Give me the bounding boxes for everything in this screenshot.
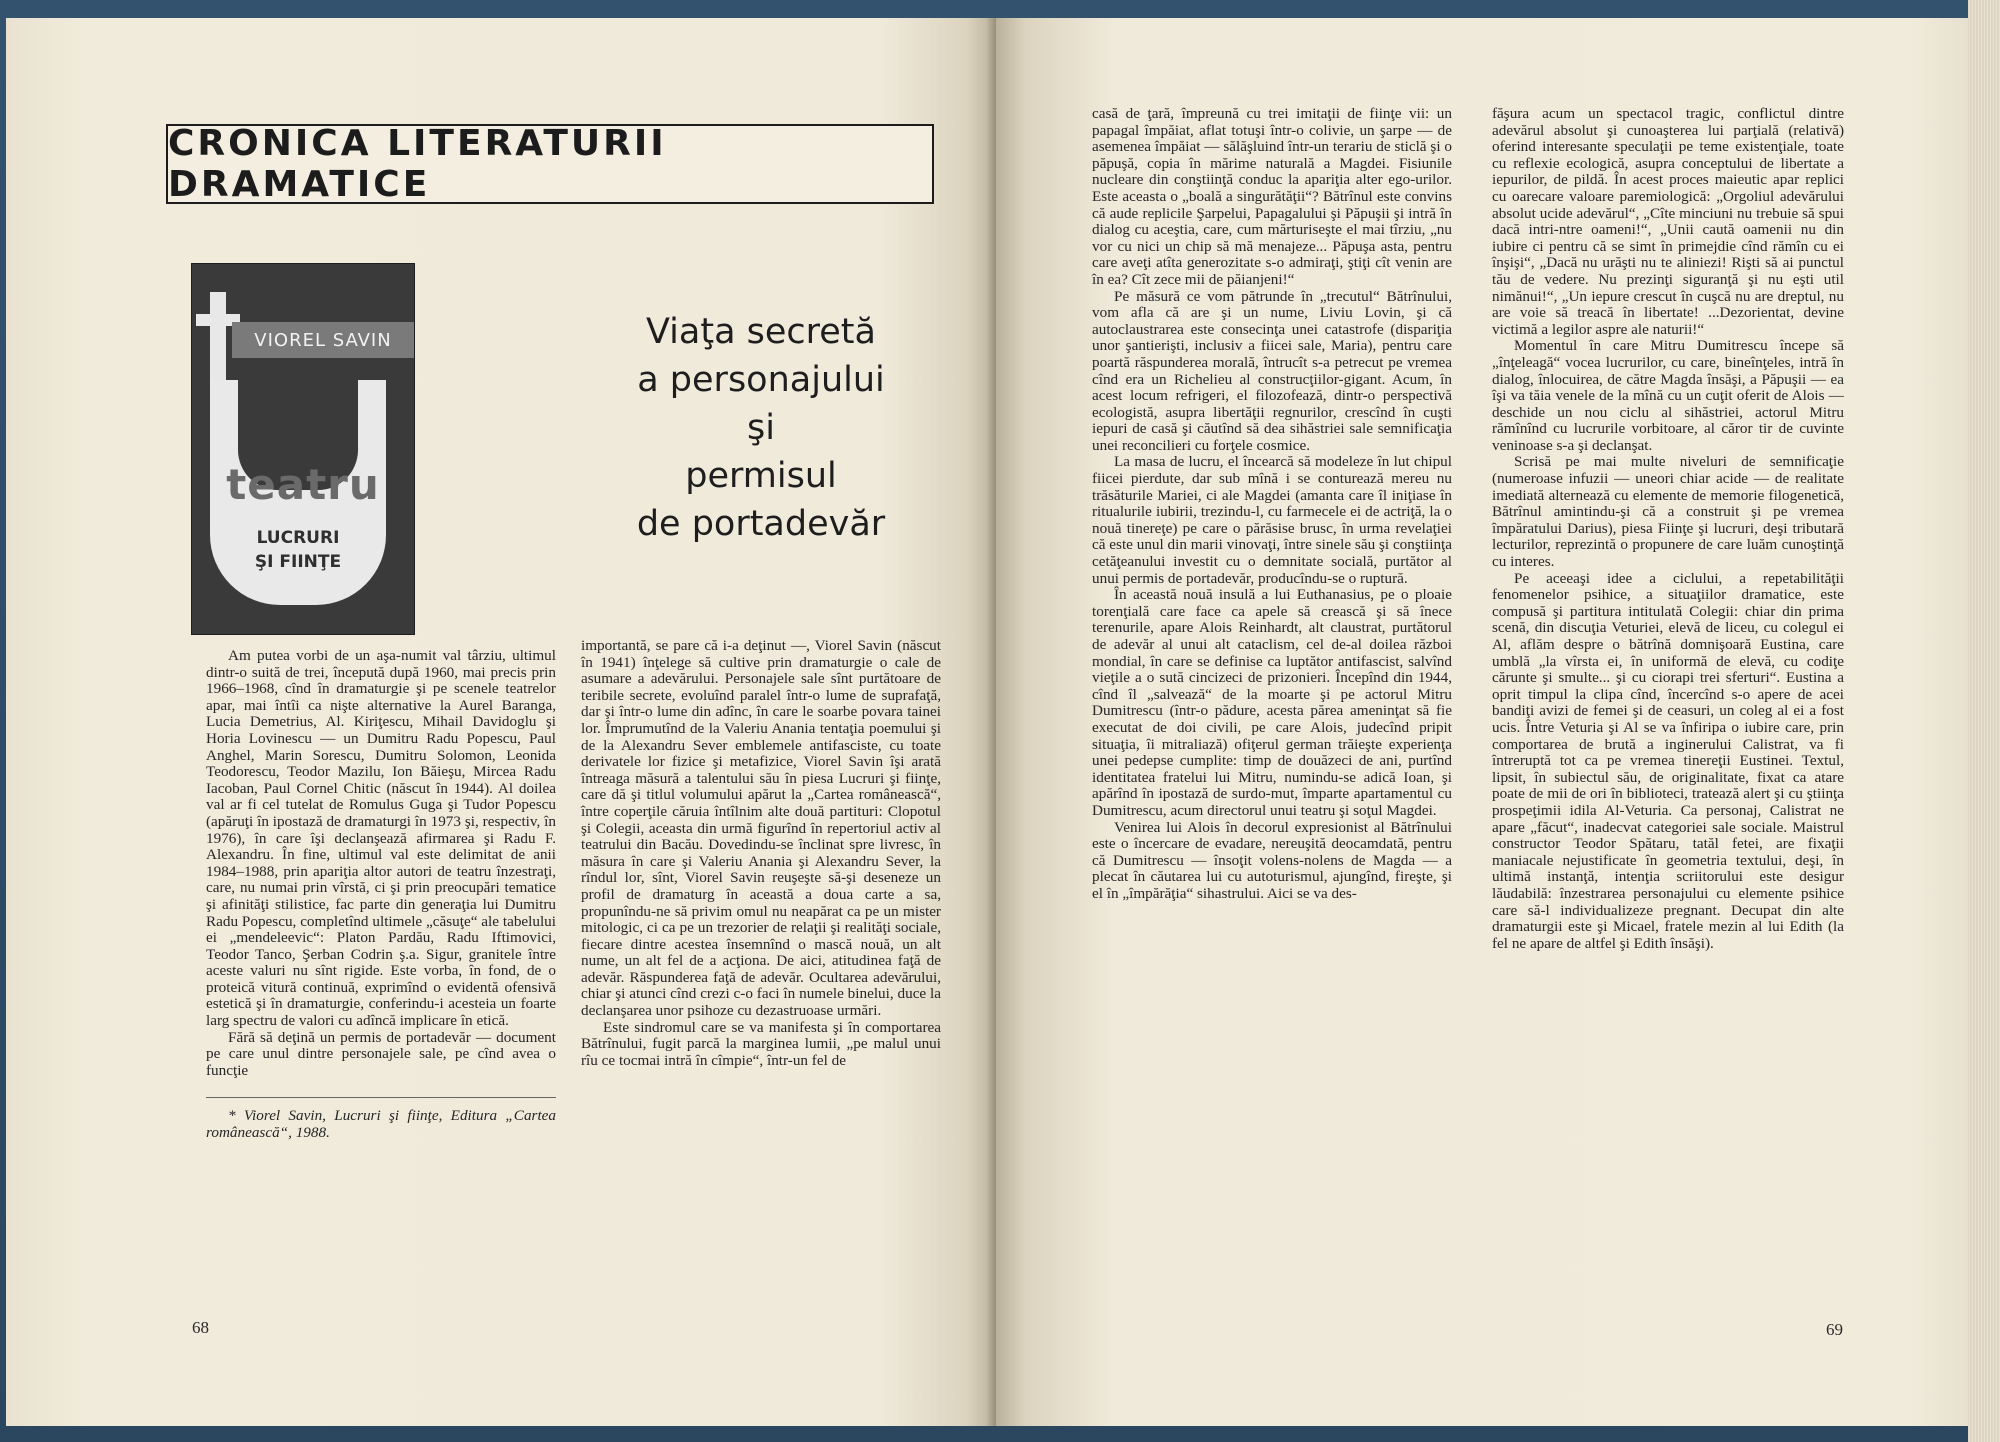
text-column-3 xyxy=(1092,106,1452,903)
paragraph: Pe măsură ce vom pătrunde în „trecutul“ Bătrînului, vom afla că are şi un nume, Liviu Lovin, şi că autoclaustrarea este consecinţa unei catastrofe (dispariţia unor şantierişti, inclusiv a fiicei sale, Maria), pentru care poartă răspunderea morală, întrucît s-a petrecut pe vremea cînd era un Richelieu al construcţiilor-gigant. Acum, în acest locum refrigeri, el filozofează, dintr-o perspectivă ecologistă, asupra libertăţii regnurilor, crescînd în cuşti iepuri de casă şi căutînd să dea sihăstriei sale semnificaţia unei reconcilieri cu forţele cosmice. xyxy=(1092,287,1452,454)
paragraph: Am putea vorbi de un aşa-numit val târziu, ultimul dintr-o suită de trei, începută după 1960, mai precis prin 1966–1968, cînd în dramaturgie şi pe scenele teatrelor apar, mai întîi ca nişte alternative la Aurel Baranga, Lucia Demetrius, Al. Kiriţescu, Mihail Davidoglu şi Horia Lovinescu — un Dumitru Radu Popescu, Paul Anghel, Marin Sorescu, Dumitru Solomon, Leonida Teodorescu, Teodor Mazilu, Ion Băieşu, Mircea Radu Iacoban, Paul Cornel Chitic (născut în 1944). Al doilea val ar fi cel tutelat de Romulus Guga şi Tudor Popescu (apăruţi în ipostază de dramaturgi în 1973 şi, respectiv, în 1976), în care îşi declanşează afirmarea şi Radu F. Alexandru. În fine, ultimul val este delimitat de anii 1984–1988, prin apariţia altor autori de teatru înzestraţi, care, nu numai prin vîrstă, ci şi prin preocupări tematice şi afinităţi stilistice, fac parte din generaţia lui Dumitru Radu Popescu, completînd ultimele „căsuţe“ ale tabelului ei „mendeleevic“: Platon Pardău, Radu Iftimovici, Teodor Tanco, Şerban Codrin ş.a. Sigur, granitele între aceste valuri nu sînt rigide. Este vorba, în fond, de o proteică vitură continuă, exprimînd o evidentă ofensivă estetică şi în dramaturgie, conferindu-i acesteia un foarte larg spectru de valori cu adîncă implicare în etică. xyxy=(206,647,556,1030)
article-headline xyxy=(606,308,916,548)
section-title: CRONICA LITERATURII DRAMATICE xyxy=(168,123,667,205)
text-column-1 xyxy=(206,648,556,1142)
paragraph: În această nouă insulă a lui Euthanasius, pe o ploaie torenţială care face ca apele să crească şi să înece terenurile, apare Alois Reinhardt, alt claustrat, purtătorul de adevăr al unui alt cataclism, cel de-al doilea război mondial, în care se definise ca luptător antifascist, salvînd vieţile a o sută cincizeci de prizonieri. Începînd din 1944, cînd îl „salvează“ de la moarte şi pe actorul Mitru Dumitrescu (într-o pădure, acesta părea ameninţat să fie executat de doi civili, pe care Alois, judecînd pripit situaţia, îi mitraliază) ofiţerul german trăieşte experienţa unei pedepse cumplite: timp de douăzeci de ani, purtînd identitatea fratelui lui Mitru, numindu-se adică Ioan, şi apărînd în ipostază de surdo-mut, împarte apartamentul cu Dumitrescu, acum directorul unui teatru şi soţul Magdei. xyxy=(1092,586,1452,819)
footnote: * Viorel Savin, Lucruri şi fiinţe, Editura „Cartea românească“, 1988. xyxy=(206,1097,556,1141)
paragraph: importantă, se pare că i-a deţinut —, Viorel Savin (născut în 1941) înţelege să cultive prin dramaturgie o cale de asumare a adevărului. Personajele sale sînt purtătoare de teribile secrete, evoluînd paralel într-o lume de suprafaţă, dar şi într-o lume din adînc, în care le soarbe povara tainei lor. Împrumutînd de la Valeriu Anania tentaţia poemului şi de la Alexandru Sever emblemele antifasciste, cu toate derivatele lor fizice şi metafizice, Viorel Savin îşi arată întreaga măsură a talentului său în piesa Lucruri şi fiinţe, care dă şi titlul volumului apărut la „Cartea românească“, între coperţile căruia întîlnim alte două partituri: Clopotul şi Colegii, aceasta din urmă figurînd în repertoriul activ al teatrului din Bacău. Dovedindu-se înclinat spre livresc, în măsura în care şi Valeriu Anania şi Alexandru Sever, la rîndul lor, sînt, Viorel Savin reuşeşte să-şi deseneze un profil de dramaturg în această a doua carte a sa, propunîndu-ne să privim omul nu neapărat ca pe un mister mitologic, ci ca pe un trezorier de relaţii şi realităţi sociale, fiecare dintre acestea însemnînd o mască nouă, un alt nume, un alt fel de a acţiona. De aici, atitudinea faţă de adevăr. Răspunderea faţă de adevăr. Ocultarea adevărului, chiar şi atunci cînd crezi c-o faci în numele binelui, duce la declanşarea unor psihoze cu dezastruoase urmări. xyxy=(581,637,941,1020)
paragraph: casă de ţară, împreună cu trei imitaţii de fiinţe vii: un papagal împăiat, aflat totuşi într-o colivie, un şarpe — de asemenea împăiat — sălăşluind într-un terariu de sticlă şi o păpuşă, copia în mărime naturală a Magdei. Fisiunile nucleare din conştiinţă conduc la apariţia alter ego-urilor. Este aceasta o „boală a singurătăţii“? Bătrînul este convins că aude replicile Şarpelui, Papagalului şi Păpuşii şi intră în dialog cu aceştia, care, cum mărturiseşte el mai tîrziu, „nu vor cu nici un chip să mă menajeze... Păpuşa asta, pentru care aveţi atîta generozitate s-o admiraţi, ştiţi cît venin are în ea? Cît zece mii de păianjeni!“ xyxy=(1092,105,1452,288)
cover-word-teatru: teatru xyxy=(226,460,380,509)
headline-line: de portadevăr xyxy=(636,504,886,544)
paragraph: făşura acum un spectacol tragic, conflictul dintre adevărul absolut şi cunoaşterea lui parţială (relativă) oferind interesante speculaţii pe teme existenţiale, toate cu reflexie ecologică, asupra conceptului de libertate a iepurilor, de pildă. În acest proces maieutic apar replici cu oarecare valoare paremiologică: „Orgoliul adevărului absolut ucide adevărul“, „Cîte minciuni nu trebuie să spui dacă intri-ntre oameni!“, „Unii caută oamenii nu din iubire ci pentru că se simt în primejdie cînd rămîn cu ei înşişi“, „Dacă nu urăşti nu te aliniezi! Rişti să ai punctul tău de vedere. Nu prezinţi siguranţă şi nu eşti util nimănui!“, „Un iepure crescut în cuşcă nu are dreptul, nu are voie să treacă în libertate! ...Dezorientat, devine victimă a legilor aspre ale naturii!“ xyxy=(1492,105,1844,338)
right-page xyxy=(996,18,1990,1426)
paragraph: Venirea lui Alois în decorul expresionist al Bătrînului este o încercare de evadare, nereuşită deocamdată, pentru că Dumitrescu — însoţit volens-nolens de Magda — a plecat în căutarea lui cu autoturismul, ajungînd, fireşte, şi el în „împărăţia“ sihastrului. Aici se va des- xyxy=(1092,818,1452,902)
cover-subtitle-line2: ŞI FIINŢE xyxy=(254,552,342,572)
paragraph: Pe aceeaşi idee a ciclului, a repetabilităţii fenomenelor psihice, a situaţiilor dramatice, este compusă şi partitura intitulată Colegii: chiar din prima scenă, din discuţia Veturiei, elevă de liceu, cu colegul ei Al, aflăm despre o bătrînă domnişoară Eustina, care umblă „la vîrsta ei, în uniformă de elevă, cu codiţe cărunte şi smulte... şi cu ciorapi trei sferturi“. Eustina a oprit timpul la clipa cînd, încercînd s-o apere de acei bandiţi avizi de femei şi de ceasuri, un coleg al ei a fost ucis. Între Veturia şi Al se va înfiripa o iubire care, prin comportarea de brută a inginerului Calistrat, va fi întreruptă tot ca pe vremea tinereţii Eustinei. Textul, lipsit, în subiectul său, de originalitate, fixat ca atare poate de mii de ori în biblioteci, tratează alert şi cu ştiinţa prospeţimii idila Al-Veturia. Ca personaj, Calistrat ne apare „făcut“, inadecvat categoriei sale sociale. Maistrul constructor Teodor Spătaru, tatăl fetei, are fixaţii maniacale nejustificate în geometria textului, deşi, în ultimă instanţă, intenţia scriitorului este desigur lăudabilă: înzestrarea personajului cu elemente psihice care să-l individualizeze pregnant. Decupat din alte dramaturgii este şi Micael, fratele mezin al lui Edith (la fel ne apare de altfel şi Edith însăşi). xyxy=(1492,569,1844,952)
headline-line: şi xyxy=(747,408,775,448)
page-number-left: 68 xyxy=(192,1318,209,1337)
left-page xyxy=(6,18,996,1426)
book-cover-image xyxy=(191,263,415,635)
text-column-2 xyxy=(581,638,941,1069)
paragraph: Fără să deţină un permis de portadevăr — document pe care unul dintre personajele sale, pe cînd avea o funcţie xyxy=(206,1028,556,1079)
paragraph: Este sindromul care se va manifesta şi în comportarea Bătrînului, fugit parcă la marginea lumii, „pe malul unui rîu ce tocmai intră în cîmpie“, într-un fel de xyxy=(581,1018,941,1069)
headline-line: Viaţa secretă xyxy=(646,312,876,352)
text-column-4 xyxy=(1492,106,1844,952)
headline-line: permisul xyxy=(685,456,837,496)
paragraph: Momentul în care Mitru Dumitrescu începe să „înţeleagă“ vocea lucrurilor, cu care, bineînţeles, intră în dialog, înlocuirea, de către Magda însăşi, a Păpuşii — ea îşi va tăia venele de la mînă cu un cuţit oferit de Alois — deschide un nou ciclu al sihăstriei, actorul Mitru rămînînd cu lucrurile vorbitoare, al căror tir de cuvinte veninoase s-a şi declanşat. xyxy=(1492,337,1844,454)
cover-subtitle xyxy=(232,526,364,574)
page-number-right: 69 xyxy=(1826,1320,1843,1339)
author-band xyxy=(232,322,414,358)
section-title-box xyxy=(166,124,934,204)
page-edges xyxy=(1968,0,2000,1442)
cover-author: VIOREL SAVIN xyxy=(254,329,392,351)
paragraph: La masa de lucru, el încearcă să modeleze în lut chipul fiicei pierdute, dar sub mînă i se conturează mereu nu trăsăturile Mariei, ci ale Magdei (amanta care îl iniţiase în ritualurile iubirii, trezindu-l, cu farmecele ei de actriţă, la o nouă tinereţe) pe care o părăsise brusc, în urma revelaţiei că este unul din marii vinovaţi, între sinele său şi conştiinţa cetăţeanului investit cu o demnitate socială, purtător al unui permis de portadevăr, producîndu-se o ruptură. xyxy=(1092,453,1452,587)
cover-subtitle-line1: LUCRURI xyxy=(256,528,340,548)
paragraph: Scrisă pe mai multe niveluri de semnificaţie (numeroase infuzii — uneori chiar acide — de realitate imediată alternează cu elemente de memorie filogenetică, Bătrînul amintindu-şi că a construit şi pe vremea împăratului Darius), piesa Fiinţe şi lucruri, deşi tributară lecturilor, reprezintă o propunere de care luăm cunoştinţă cu interes. xyxy=(1492,453,1844,571)
headline-line: a personajului xyxy=(637,360,885,400)
